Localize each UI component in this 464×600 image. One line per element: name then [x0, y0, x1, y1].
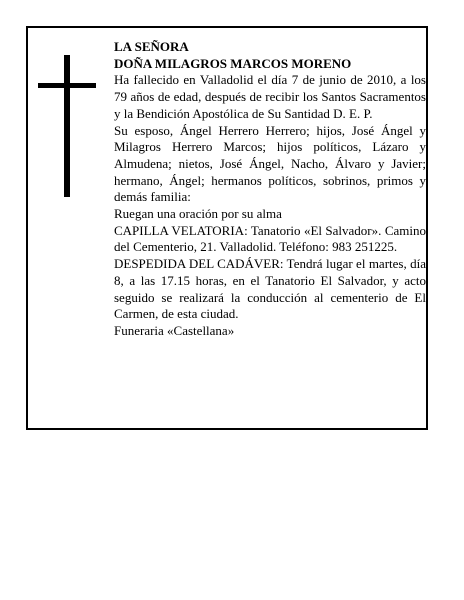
cross-horizontal-bar: [38, 83, 96, 88]
family-paragraph: Su esposo, Ángel Herrero Herrero; hijos, José Ángel y Milagros Herrero Marcos; hijos políticos, Lázaro y Almudena; nietos, José Ángel, Nacho, Álvaro y Javier; hermano, Ángel; hermanos políticos, sobrinos, primos y demás familia:: [114, 122, 426, 205]
cross-vertical-bar: [64, 55, 70, 197]
chapel-paragraph: CAPILLA VELATORIA: Tanatorio «El Salvador». Camino del Cementerio, 21. Valladolid. Teléfono: 983 251225.: [114, 222, 426, 255]
title-line: LA SEÑORA: [114, 39, 189, 54]
funeral-home: Funeraria «Castellana»: [114, 322, 235, 338]
death-paragraph: Ha fallecido en Valladolid el día 7 de junio de 2010, a los 79 años de edad, después de recibir los Santos Sacramentos y la Bendición Apostólica de Su Santidad D. E. P.: [114, 72, 426, 121]
prayer-request: Ruegan una oración por su alma: [114, 206, 282, 222]
obituary-text: [114, 39, 426, 340]
farewell-paragraph: DESPEDIDA DEL CADÁVER: Tendrá lugar el martes, día 8, a las 17.15 horas, en el Tanatorio El Salvador, y acto seguido se realizará la conducción al cementerio de El Carmen, de esta ciudad.: [114, 256, 426, 322]
deceased-name: DOÑA MILAGROS MARCOS MORENO: [114, 55, 352, 71]
